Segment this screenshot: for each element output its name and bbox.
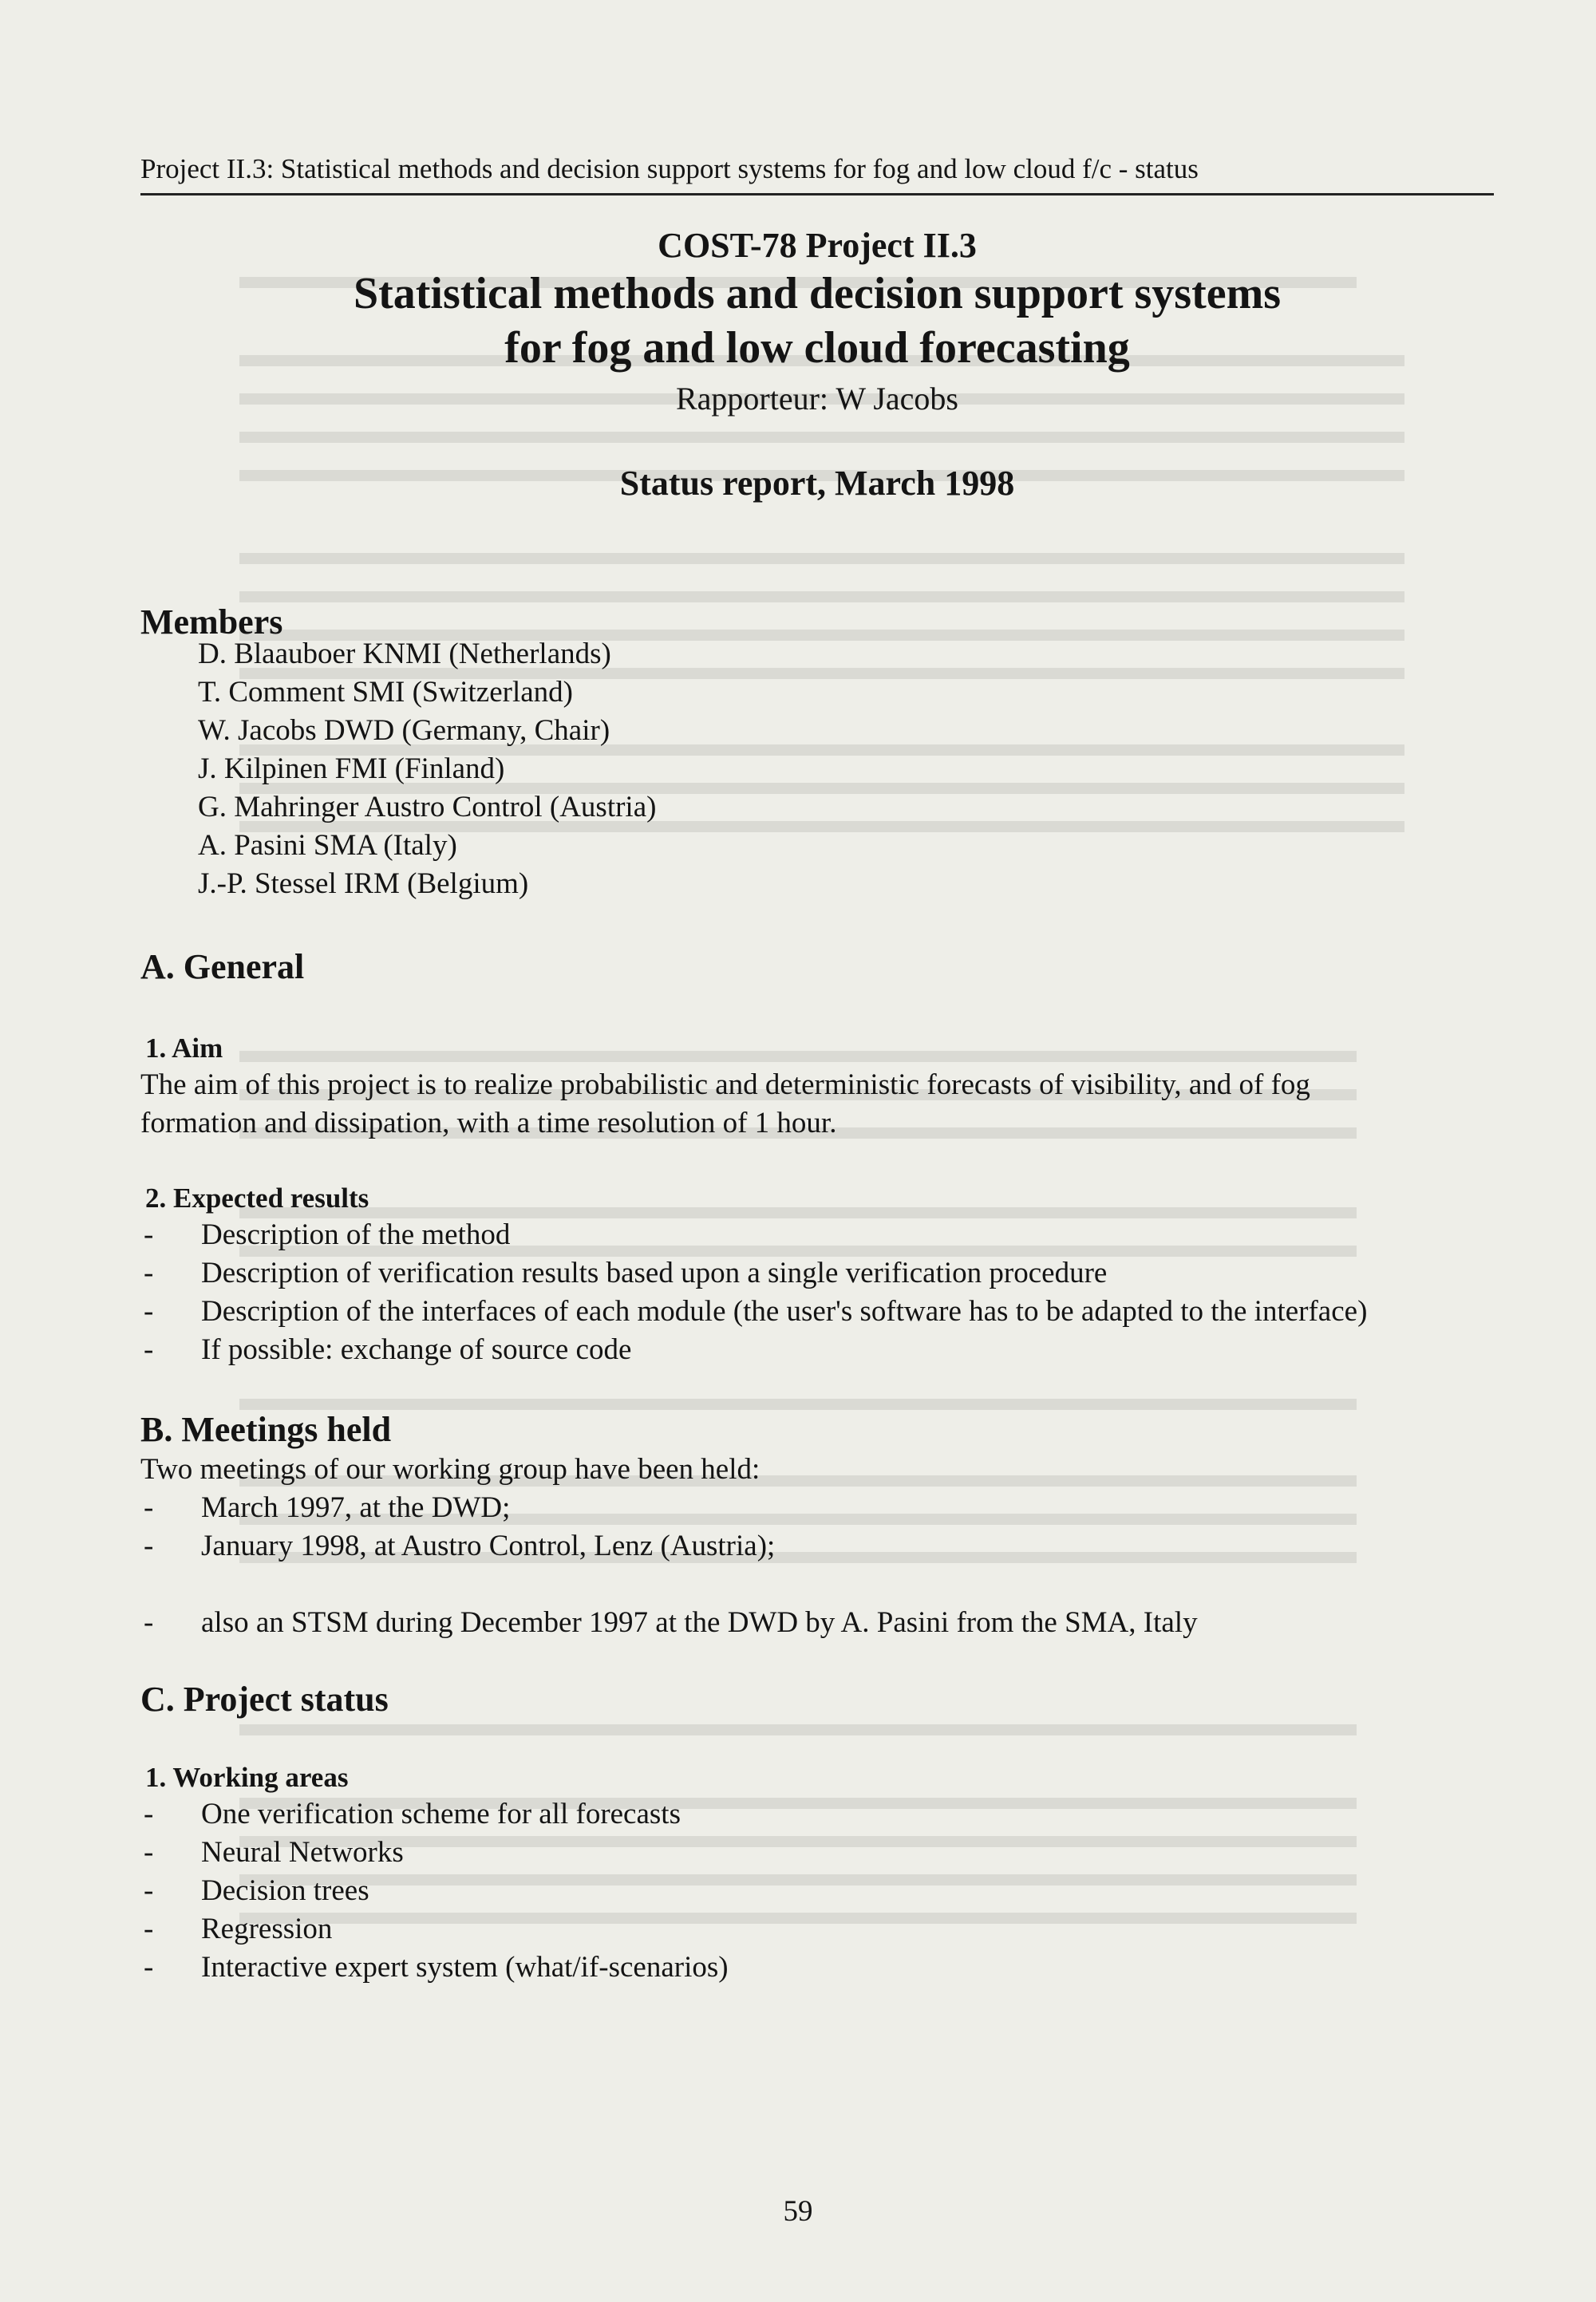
member-item: D. Blaauboer KNMI (Netherlands) [198,638,611,670]
list-item: - Neural Networks [144,1836,404,1869]
list-item: - Interactive expert system (what/if-scenarios) [144,1951,729,1984]
list-item: - also an STSM during December 1997 at the DWD by A. Pasini from the SMA, Italy [144,1606,1198,1639]
member-item: J.-P. Stessel IRM (Belgium) [198,867,529,900]
running-header: Project II.3: Statistical methods and decision support systems for fog and low cloud f/c - status [140,148,1494,195]
section-heading-project-status: C. Project status [140,1680,389,1719]
meetings-extra [140,1604,1198,1642]
list-item: - Description of the method [144,1218,511,1251]
aim-line-1: The aim of this project is to realize probabilistic and deterministic forecasts of visibility, and of fog [140,1068,1310,1101]
member-item: A. Pasini SMA (Italy) [198,829,457,862]
list-item: - If possible: exchange of source code [144,1333,632,1366]
rapporteur: Rapporteur: W Jacobs [675,381,958,417]
list-item: - Regression [144,1913,333,1945]
members-list [198,635,656,903]
title-line-1: Statistical methods and decision support systems [353,269,1282,318]
list-item: - Description of the interfaces of each module (the user's software has to be adapted to the interface) [144,1295,1368,1328]
expected-results-list [140,1216,1367,1369]
member-item: G. Mahringer Austro Control (Austria) [198,791,657,823]
working-areas-heading: 1. Working areas [145,1762,349,1793]
expected-results-heading: 2. Expected results [145,1183,369,1214]
meetings-intro: Two meetings of our working group have been held: [140,1453,760,1486]
member-item: W. Jacobs DWD (Germany, Chair) [198,714,610,747]
section-heading-general: A. General [140,947,305,986]
aim-line-2: formation and dissipation, with a time resolution of 1 hour. [140,1107,837,1139]
members-heading: Members [140,602,283,642]
title-line-2: for fog and low cloud forecasting [504,323,1130,373]
member-item: J. Kilpinen FMI (Finland) [198,752,505,785]
aim-heading: 1. Aim [145,1033,223,1064]
list-item: - January 1998, at Austro Control, Lenz (Austria); [144,1530,776,1562]
meetings-list [140,1489,775,1566]
list-item: - One verification scheme for all forecasts [144,1798,681,1830]
working-areas-list [140,1795,729,1987]
project-label: COST-78 Project II.3 [658,226,977,265]
section-heading-meetings: B. Meetings held [140,1410,392,1449]
list-item: - Decision trees [144,1874,369,1907]
status-report-date: Status report, March 1998 [619,464,1015,503]
member-item: T. Comment SMI (Switzerland) [198,676,573,709]
list-item: - Description of verification results based upon a single verification procedure [144,1257,1108,1289]
page-number: 59 [783,2195,813,2228]
list-item: - March 1997, at the DWD; [144,1491,511,1524]
